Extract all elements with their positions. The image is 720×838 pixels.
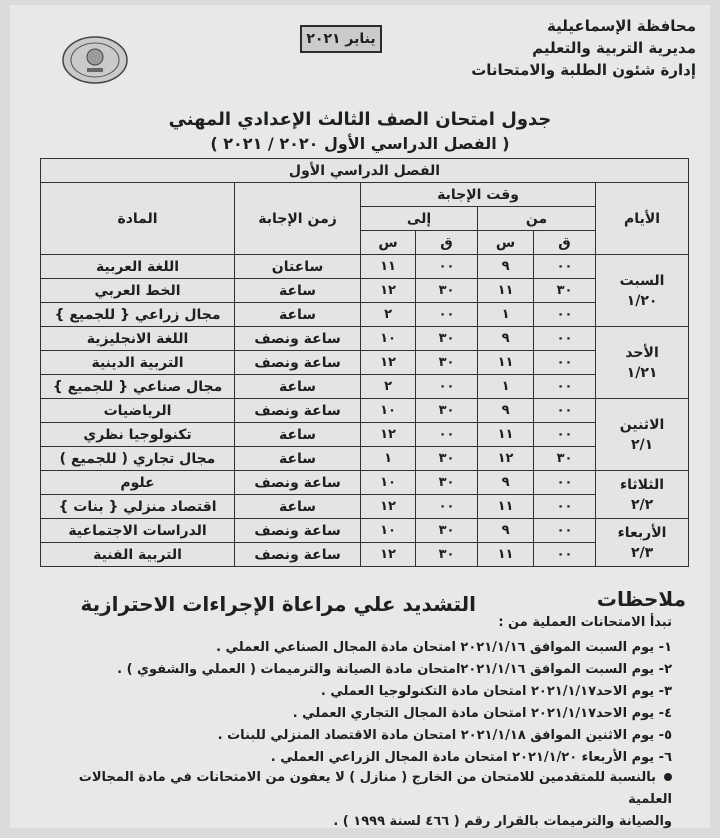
practical-exams-list (32, 637, 672, 769)
from-hour: ٩ (478, 519, 534, 543)
table-row (41, 447, 689, 471)
to-hour: ١٢ (361, 279, 416, 303)
from-hour: ٩ (478, 327, 534, 351)
from-minute: ٠٠ (534, 327, 596, 351)
day-name: الأحد (625, 344, 659, 361)
external-note-line2: والصيانة والترميمات بالقرار رقم ( ٤٦٦ لسنة ١٩٩٩ ) . (333, 814, 672, 829)
to-hour: ١٠ (361, 519, 416, 543)
subject: مجال زراعي { للجميع } (41, 303, 235, 327)
from-hour: ١١ (478, 279, 534, 303)
from-minute: ٣٠ (534, 279, 596, 303)
subject: الرياضيات (41, 399, 235, 423)
to-minute: ٣٠ (416, 351, 478, 375)
from-hour: ١١ (478, 495, 534, 519)
from-minute: ٠٠ (534, 471, 596, 495)
subject: تكنولوجيا نظري (41, 423, 235, 447)
duration: ساعة (235, 303, 361, 327)
from-minute: ٠٠ (534, 519, 596, 543)
table-row (41, 279, 689, 303)
header-from-minute: ق (534, 231, 596, 255)
bullet-icon (664, 773, 672, 781)
to-minute: ٠٠ (416, 375, 478, 399)
table-row (41, 471, 689, 495)
header-days: الأيام (596, 183, 689, 255)
to-minute: ٣٠ (416, 519, 478, 543)
to-minute: ٠٠ (416, 303, 478, 327)
duration: ساعة ونصف (235, 471, 361, 495)
duration: ساعة ونصف (235, 543, 361, 567)
to-hour: ١١ (361, 255, 416, 279)
notes-title: ملاحظات (596, 587, 686, 611)
list-item: ٤- يوم الاحد٢٠٢١/١/١٧ امتحان مادة المجال التجاري العملي . (292, 706, 672, 721)
to-hour: ١٢ (361, 543, 416, 567)
day-date: ٢/١ (630, 436, 654, 453)
header-to-hour: س (361, 231, 416, 255)
header-to: إلى (361, 207, 478, 231)
duration: ساعة (235, 423, 361, 447)
from-hour: ١ (478, 375, 534, 399)
to-minute: ٠٠ (416, 495, 478, 519)
duration: ساعة (235, 447, 361, 471)
to-minute: ٣٠ (416, 279, 478, 303)
exam-table-body (41, 255, 689, 567)
day-date: ٢/٢ (630, 496, 654, 513)
from-minute: ٠٠ (534, 543, 596, 567)
from-minute: ٠٠ (534, 375, 596, 399)
exam-table (40, 158, 689, 567)
day-name: الأربعاء (617, 524, 667, 541)
list-item: ٣- يوم الاحد٢٠٢١/١/١٧ امتحان مادة التكنولوجيا العملي . (320, 684, 672, 699)
external-candidates-note (32, 767, 672, 833)
to-minute: ٣٠ (416, 471, 478, 495)
duration: ساعة ونصف (235, 327, 361, 351)
duration: ساعة ونصف (235, 399, 361, 423)
external-note-line1: بالنسبة للمتقدمين للامتحان من الخارج ( منازل ) لا يعفون من الامتحانات في مادة المجالات العلمية (78, 770, 672, 807)
list-item: ٢- يوم السبت الموافق ٢٠٢١/١/١٦امتحان مادة الصيانة والترميمات ( العملي والشفوي ) . (117, 662, 672, 677)
practical-exams-intro: تبدأ الامتحانات العملية من : (498, 615, 672, 630)
from-minute: ٠٠ (534, 303, 596, 327)
table-row (41, 351, 689, 375)
to-hour: ١٠ (361, 327, 416, 351)
duration: ساعة (235, 375, 361, 399)
exam-schedule-page (10, 5, 710, 828)
header-to-minute: ق (416, 231, 478, 255)
governorate-name: محافظة الإسماعيلية (547, 17, 696, 35)
table-row (41, 423, 689, 447)
table-row (41, 543, 689, 567)
table-row (41, 375, 689, 399)
table-row (41, 399, 689, 423)
schedule-titles (10, 107, 710, 155)
duration: ساعة (235, 495, 361, 519)
subject: التربية الدينية (41, 351, 235, 375)
caution-heading: التشديد علي مراعاة الإجراءات الاحترازية (80, 592, 476, 616)
day-name: الثلاثاء (620, 476, 665, 493)
day-cell (596, 327, 689, 399)
subject: اللغة العربية (41, 255, 235, 279)
to-minute: ٠٠ (416, 423, 478, 447)
to-minute: ٣٠ (416, 447, 478, 471)
list-item: ١- يوم السبت الموافق ٢٠٢١/١/١٦ امتحان مادة المجال الصناعي العملي . (216, 640, 672, 655)
day-date: ٢/٣ (630, 544, 654, 561)
day-name: السبت (619, 272, 665, 289)
to-hour: ٢ (361, 375, 416, 399)
to-minute: ٠٠ (416, 255, 478, 279)
table-row (41, 519, 689, 543)
to-hour: ١٢ (361, 351, 416, 375)
header-duration: زمن الإجابة (235, 183, 361, 255)
from-hour: ١١ (478, 543, 534, 567)
term-subtitle: ( الفصل الدراسي الأول ٢٠٢٠ / ٢٠٢١ ) (210, 134, 510, 153)
table-row (41, 495, 689, 519)
subject: علوم (41, 471, 235, 495)
list-item: ٦- يوم الأربعاء ٢٠٢١/١/٢٠ امتحان مادة المجال الزراعي العملي . (270, 750, 672, 765)
header-answer-time: وقت الإجابة (361, 183, 596, 207)
to-minute: ٣٠ (416, 543, 478, 567)
to-hour: ١٢ (361, 423, 416, 447)
from-hour: ١١ (478, 351, 534, 375)
day-date: ١/٢٠ (626, 292, 658, 309)
subject: اللغة الانجليزية (41, 327, 235, 351)
ministry-seal-icon (60, 35, 130, 85)
day-cell (596, 255, 689, 327)
department-name: إدارة شئون الطلبة والامتحانات (471, 61, 696, 79)
header-from-hour: س (478, 231, 534, 255)
subject: الخط العربي (41, 279, 235, 303)
subject: مجال تجاري ( للجميع ) (41, 447, 235, 471)
to-minute: ٣٠ (416, 327, 478, 351)
header-subject: المادة (41, 183, 235, 255)
day-name: الاثنين (619, 416, 665, 433)
to-hour: ١٢ (361, 495, 416, 519)
from-hour: ١ (478, 303, 534, 327)
day-date: ١/٢١ (626, 364, 658, 381)
from-minute: ٠٠ (534, 351, 596, 375)
term-heading: الفصل الدراسي الأول (41, 159, 689, 183)
to-hour: ١٠ (361, 471, 416, 495)
to-hour: ١٠ (361, 399, 416, 423)
duration: ساعتان (235, 255, 361, 279)
date-label: يناير ٢٠٢١ (300, 25, 382, 53)
subject: مجال صناعي { للجميع } (41, 375, 235, 399)
from-hour: ٩ (478, 255, 534, 279)
document-header (10, 5, 710, 105)
to-hour: ١ (361, 447, 416, 471)
subject: الدراسات الاجتماعية (41, 519, 235, 543)
table-row (41, 327, 689, 351)
subject: اقتصاد منزلي { بنات } (41, 495, 235, 519)
from-hour: ٩ (478, 471, 534, 495)
duration: ساعة ونصف (235, 519, 361, 543)
table-row (41, 303, 689, 327)
to-minute: ٣٠ (416, 399, 478, 423)
subject: التربية الفنية (41, 543, 235, 567)
from-minute: ٣٠ (534, 447, 596, 471)
from-minute: ٠٠ (534, 399, 596, 423)
day-cell (596, 519, 689, 567)
from-minute: ٠٠ (534, 255, 596, 279)
table-row (41, 255, 689, 279)
directorate-name: مديرية التربية والتعليم (532, 39, 696, 57)
from-hour: ١٢ (478, 447, 534, 471)
from-minute: ٠٠ (534, 495, 596, 519)
from-hour: ٩ (478, 399, 534, 423)
from-minute: ٠٠ (534, 423, 596, 447)
day-cell (596, 471, 689, 519)
duration: ساعة (235, 279, 361, 303)
issuing-authority (446, 15, 696, 81)
day-cell (596, 399, 689, 471)
to-hour: ٢ (361, 303, 416, 327)
list-item: ٥- يوم الاثنين الموافق ٢٠٢١/١/١٨ امتحان مادة الاقتصاد المنزلي للبنات . (217, 728, 672, 743)
page-title: جدول امتحان الصف الثالث الإعدادي المهني (168, 109, 552, 130)
from-hour: ١١ (478, 423, 534, 447)
duration: ساعة ونصف (235, 351, 361, 375)
header-from: من (478, 207, 596, 231)
